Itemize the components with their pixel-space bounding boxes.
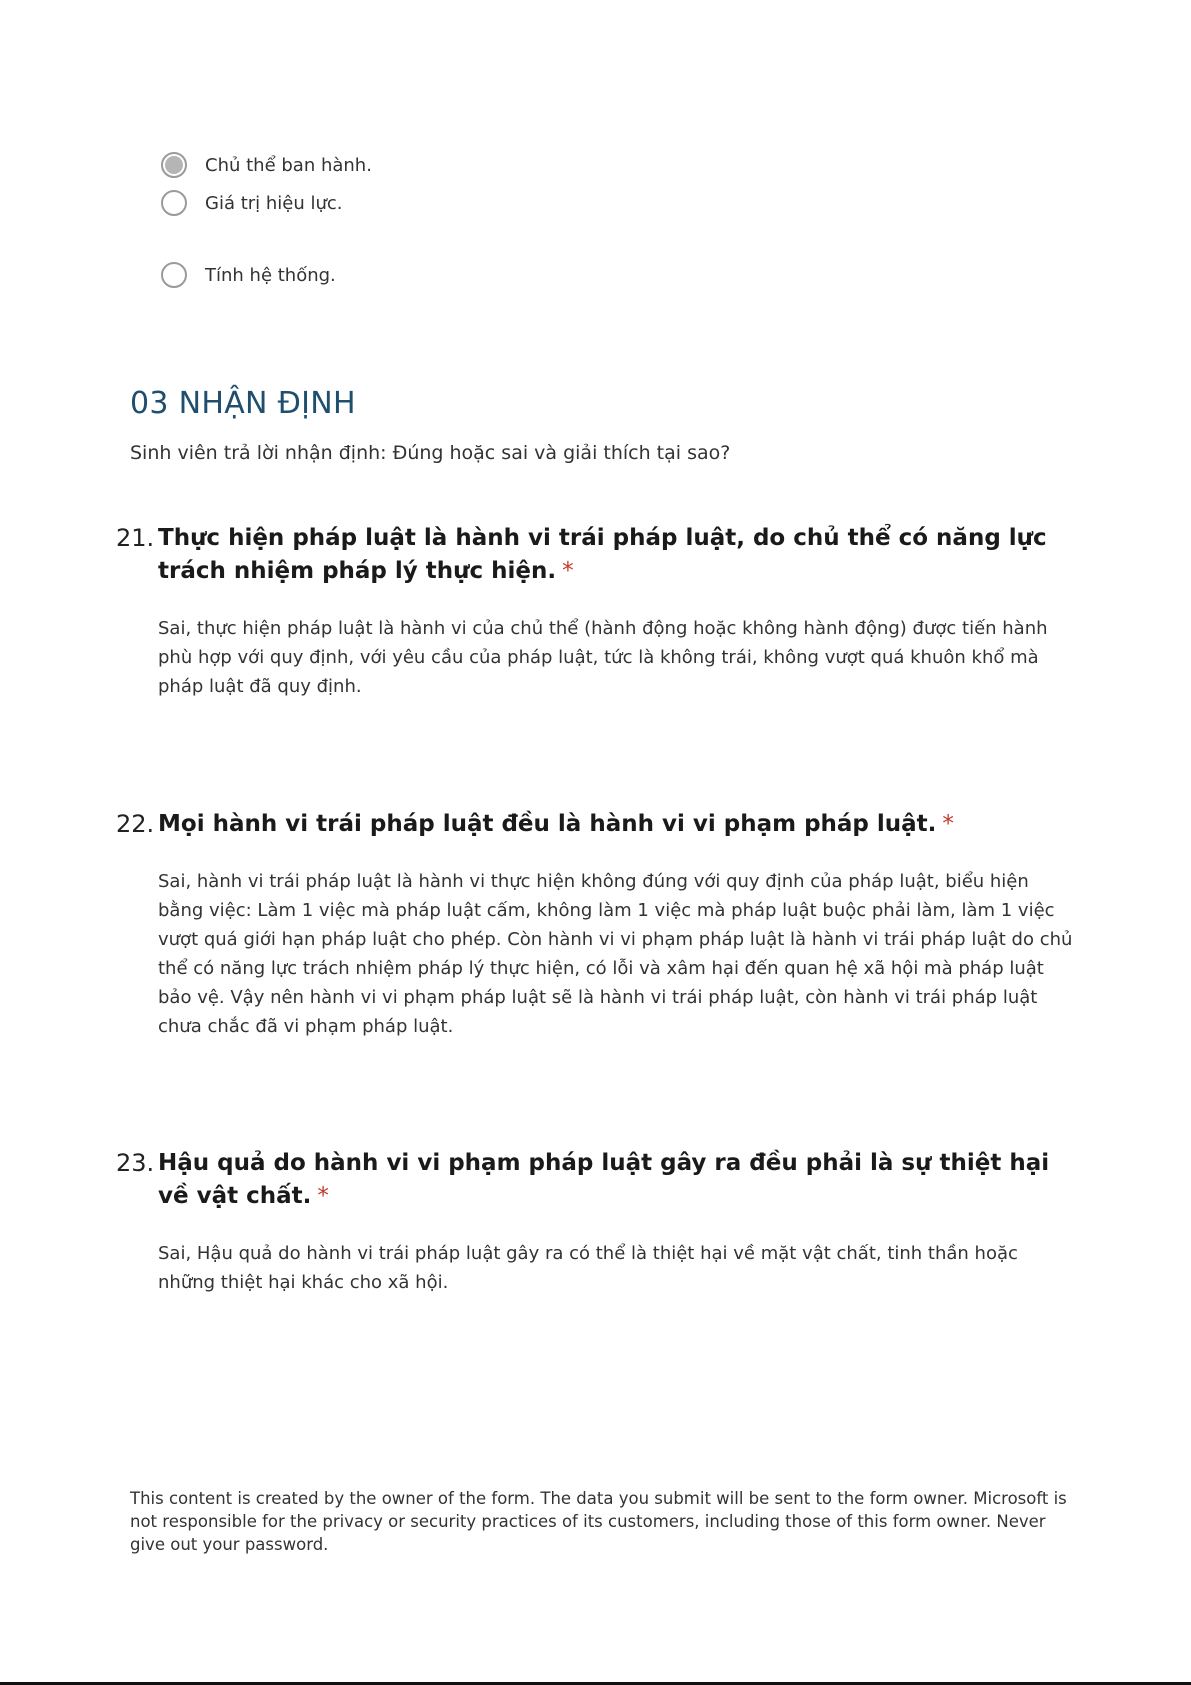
section-description: Sinh viên trả lời nhận định: Đúng hoặc sai và giải thích tại sao?: [130, 442, 731, 464]
radio-option-3[interactable]: [161, 262, 336, 288]
question-22: [116, 808, 1076, 1041]
required-mark: *: [562, 558, 574, 584]
required-mark: *: [942, 811, 954, 837]
radio-icon[interactable]: [161, 190, 187, 216]
radio-selected-icon[interactable]: [161, 152, 187, 178]
option-label: Giá trị hiệu lực.: [205, 192, 343, 214]
question-21: [116, 522, 1076, 701]
answer-text[interactable]: Sai, Hậu quả do hành vi trái pháp luật gây ra có thể là thiệt hại về mặt vật chất, tinh thần hoặc những thiệt hại khác cho xã hội.: [158, 1243, 1018, 1293]
required-mark: *: [317, 1183, 329, 1209]
radio-option-2[interactable]: [161, 190, 343, 216]
answer-text[interactable]: Sai, thực hiện pháp luật là hành vi của chủ thể (hành động hoặc không hành động) được tiến hành phù hợp với quy định, với yêu cầu của pháp luật, tức là không trái, không vượt quá khuôn khổ mà pháp luật đã quy định.: [158, 618, 1048, 697]
question-23: [116, 1147, 1076, 1297]
question-number: 21.: [116, 524, 155, 552]
question-text: Mọi hành vi trái pháp luật đều là hành vi vi phạm pháp luật. *: [158, 811, 954, 837]
section-title: 03 NHẬN ĐỊNH: [130, 386, 356, 421]
question-number: 22.: [116, 810, 155, 838]
question-number: 23.: [116, 1149, 155, 1177]
question-text: Hậu quả do hành vi vi phạm pháp luật gây ra đều phải là sự thiệt hại về vật chất. *: [158, 1150, 1050, 1209]
radio-option-1[interactable]: [161, 152, 372, 178]
option-label: Tính hệ thống.: [205, 264, 336, 286]
radio-icon[interactable]: [161, 262, 187, 288]
footer-disclaimer: This content is created by the owner of the form. The data you submit will be sent to the form owner. Microsoft is not responsible for the privacy or security practices of its customers, including those of this form owner. Never give out your password.: [130, 1489, 1067, 1554]
answer-text[interactable]: Sai, hành vi trái pháp luật là hành vi thực hiện không đúng với quy định của pháp luật, biểu hiện bằng việc: Làm 1 việc mà pháp luật cấm, không làm 1 việc mà pháp luật buộc phải làm, làm 1 việc vượt quá giới hạn pháp luật cho phép. Còn hành vi vi phạm pháp luật là hành vi trái pháp luật do chủ thể có năng lực trách nhiệm pháp lý thực hiện, có lỗi và xâm hại đến quan hệ xã hội mà pháp luật bảo vệ. Vậy nên hành vi vi phạm pháp luật sẽ là hành vi trái pháp luật, còn hành vi trái pháp luật chưa chắc đã vi phạm pháp luật.: [158, 871, 1073, 1037]
option-label: Chủ thể ban hành.: [205, 154, 372, 176]
question-text: Thực hiện pháp luật là hành vi trái pháp luật, do chủ thể có năng lực trách nhiệm pháp lý thực hiện. *: [158, 525, 1047, 584]
